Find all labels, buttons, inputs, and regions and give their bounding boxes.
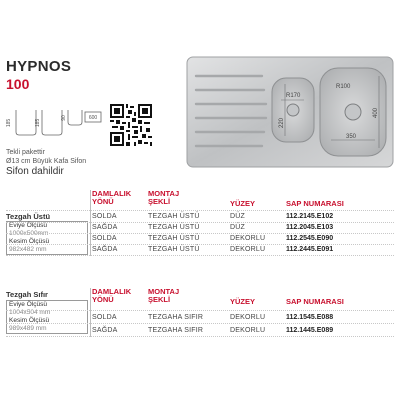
t2-r1-surface: DEKORLU xyxy=(230,314,266,321)
t2-r1-drain: SOLDA xyxy=(92,314,117,321)
dim-b: 185 xyxy=(35,118,41,128)
label-220: 220 xyxy=(279,117,285,128)
col-sap-header: SAP NUMARASI xyxy=(286,199,344,208)
box1-v1: 1000x500mm xyxy=(9,230,49,237)
sink-illustration xyxy=(186,56,394,168)
box2-l2: Kesim Ölçüsü xyxy=(9,317,50,324)
col-mount-l1: MONTAJ xyxy=(148,189,180,198)
t1-r3-sap: 112.2545.E090 xyxy=(286,235,334,242)
col-surface-header: YÜZEY xyxy=(230,199,256,208)
col-drain-header-2 xyxy=(92,288,131,304)
t2-r1-mount: TEZGAHA SIFIR xyxy=(148,314,204,321)
dim-d: 600 xyxy=(88,115,98,121)
box1-l2: Kesim Ölçüsü xyxy=(9,238,50,245)
t2-r1-sap: 112.1545.E088 xyxy=(286,314,334,321)
col-mount2-l1: MONTAJ xyxy=(148,287,180,296)
label-r170: R170 xyxy=(286,93,301,99)
label-350: 350 xyxy=(346,134,357,140)
col-separator xyxy=(90,288,91,337)
t1-r2-surface: DÜZ xyxy=(230,224,245,231)
t1-r3-surface: DEKORLU xyxy=(230,235,266,242)
col-mount-l2: ŞEKLİ xyxy=(148,197,171,206)
col-surface-header-2: YÜZEY xyxy=(230,297,256,306)
t1-r1-sap: 112.2145.E102 xyxy=(286,213,334,220)
packing-info xyxy=(6,148,86,166)
box1-v2: 982x482 mm xyxy=(9,246,47,253)
t1-r3-mount: TEZGAH ÜSTÜ xyxy=(148,235,200,242)
product-model: 100 xyxy=(6,76,30,92)
qr-code-icon[interactable] xyxy=(110,104,152,146)
box2-v2: 989x489 mm xyxy=(9,325,47,332)
col-separator xyxy=(90,190,91,256)
col-mount-header-2 xyxy=(148,288,179,304)
t2-r2-drain: SAĞDA xyxy=(92,327,118,334)
section-title-1: Tezgah Üstü xyxy=(6,212,51,221)
col-drain2-l2: YÖNÜ xyxy=(92,295,114,304)
t1-r2-sap: 112.2045.E103 xyxy=(286,224,334,231)
col-mount2-l2: ŞEKLİ xyxy=(148,295,171,304)
t1-r3-drain: SOLDA xyxy=(92,235,117,242)
row-line xyxy=(6,210,394,211)
t2-r2-sap: 112.1445.E089 xyxy=(286,327,334,334)
box2-v1: 1004x504 mm xyxy=(9,309,51,316)
packing-line-1: Tekli pakettir xyxy=(6,149,45,156)
row-line xyxy=(6,310,394,311)
row-line xyxy=(6,222,394,223)
box1-l1: Eviye Ölçüsü xyxy=(9,222,47,229)
t1-r1-surface: DÜZ xyxy=(230,213,245,220)
row-line xyxy=(6,323,394,324)
row-line xyxy=(6,233,394,234)
t1-r4-surface: DEKORLU xyxy=(230,246,266,253)
box2-l1: Eviye Ölçüsü xyxy=(9,301,47,308)
product-name: HYPNOS xyxy=(6,58,72,75)
packing-line-2: Ø13 cm Büyük Kafa Sifon xyxy=(6,158,87,165)
col-drain2-l1: DAMLALIK xyxy=(92,287,132,296)
label-r100: R100 xyxy=(336,84,351,90)
t2-r2-mount: TEZGAHA SIFIR xyxy=(148,327,204,334)
dimension-box-2 xyxy=(6,300,88,334)
dim-c: 90 xyxy=(61,115,67,121)
t1-r4-mount: TEZGAH ÜSTÜ xyxy=(148,246,200,253)
t1-r2-drain: SAĞDA xyxy=(92,224,118,231)
t1-r1-drain: SOLDA xyxy=(92,213,117,220)
t1-r4-sap: 112.2445.E091 xyxy=(286,246,334,253)
dimension-diagram xyxy=(6,108,102,138)
t2-r2-surface: DEKORLU xyxy=(230,327,266,334)
col-drain-l1: DAMLALIK xyxy=(92,189,132,198)
t1-r1-mount: TEZGAH ÜSTÜ xyxy=(148,213,200,220)
label-400: 400 xyxy=(373,107,379,118)
t1-r2-mount: TEZGAH ÜSTÜ xyxy=(148,224,200,231)
col-mount-header xyxy=(148,190,179,206)
col-drain-header xyxy=(92,190,131,206)
dimension-box-1 xyxy=(6,221,88,255)
section-title-2: Tezgah Sıfır xyxy=(6,290,48,299)
sifon-note: Sifon dahildir xyxy=(6,166,64,177)
row-line xyxy=(6,255,394,256)
t1-r4-drain: SAĞDA xyxy=(92,246,118,253)
dim-a: 185 xyxy=(6,118,12,128)
col-drain-l2: YÖNÜ xyxy=(92,197,114,206)
col-sap-header-2: SAP NUMARASI xyxy=(286,297,344,306)
row-line xyxy=(6,244,394,245)
row-line xyxy=(6,336,394,337)
